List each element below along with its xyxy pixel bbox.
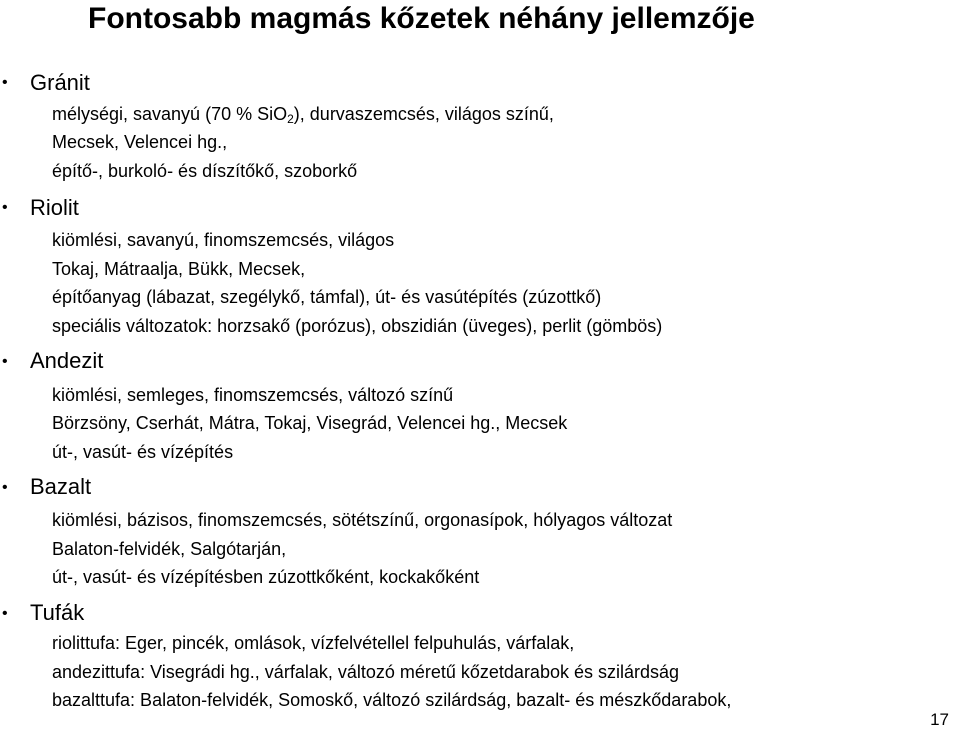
section-line: bazalttufa: Balaton-felvidék, Somoskő, változó szilárdság, bazalt- és mészkődarabok, [52, 690, 732, 710]
bullet-icon: • [2, 74, 8, 91]
section-line: építő-, burkoló- és díszítőkő, szoborkő [52, 161, 358, 181]
section-line: Börzsöny, Cserhát, Mátra, Tokaj, Visegrád, Velencei hg., Mecsek [52, 413, 568, 433]
section-line: építőanyag (lábazat, szegélykő, támfal), út- és vasútépítés (zúzottkő) [52, 287, 602, 307]
section-line: út-, vasút- és vízépítés [52, 442, 234, 462]
section-line: kiömlési, savanyú, finomszemcsés, világos [52, 230, 395, 250]
section-heading-andezit: Andezit [30, 348, 104, 373]
page-title: Fontosabb magmás kőzetek néhány jellemzője [88, 2, 755, 35]
section-heading-bazalt: Bazalt [30, 474, 92, 499]
section-line: kiömlési, bázisos, finomszemcsés, sötétszínű, orgonasípok, hólyagos változat [52, 510, 673, 530]
section-line: speciális változatok: horzsakő (porózus), obszidián (üveges), perlit (gömbös) [52, 316, 663, 336]
section-line: mélységi, savanyú (70 % SiO$_2$), durvaszemcsés, világos színű, [52, 104, 554, 126]
section-line: út-, vasút- és vízépítésben zúzottkőként, kockakőként [52, 567, 480, 587]
section-line: Mecsek, Velencei hg., [52, 132, 228, 152]
section-line: Tokaj, Mátraalja, Bükk, Mecsek, [52, 259, 306, 279]
section-line: Balaton-felvidék, Salgótarján, [52, 539, 287, 559]
section-heading-tufak: Tufák [30, 600, 85, 625]
section-heading-riolit: Riolit [30, 195, 79, 220]
section-line: kiömlési, semleges, finomszemcsés, változó színű [52, 385, 454, 405]
section-heading-granit: Gránit [30, 70, 90, 95]
bullet-icon: • [2, 353, 8, 370]
bullet-icon: • [2, 479, 8, 496]
bullet-icon: • [2, 199, 8, 216]
bullet-icon: • [2, 605, 8, 622]
section-line: andezittufa: Visegrádi hg., várfalak, változó méretű kőzetdarabok és szilárdság [52, 662, 680, 682]
page-number: 17 [930, 710, 949, 729]
section-line: riolittufa: Eger, pincék, omlások, vízfelvétellel felpuhulás, várfalak, [52, 633, 575, 653]
